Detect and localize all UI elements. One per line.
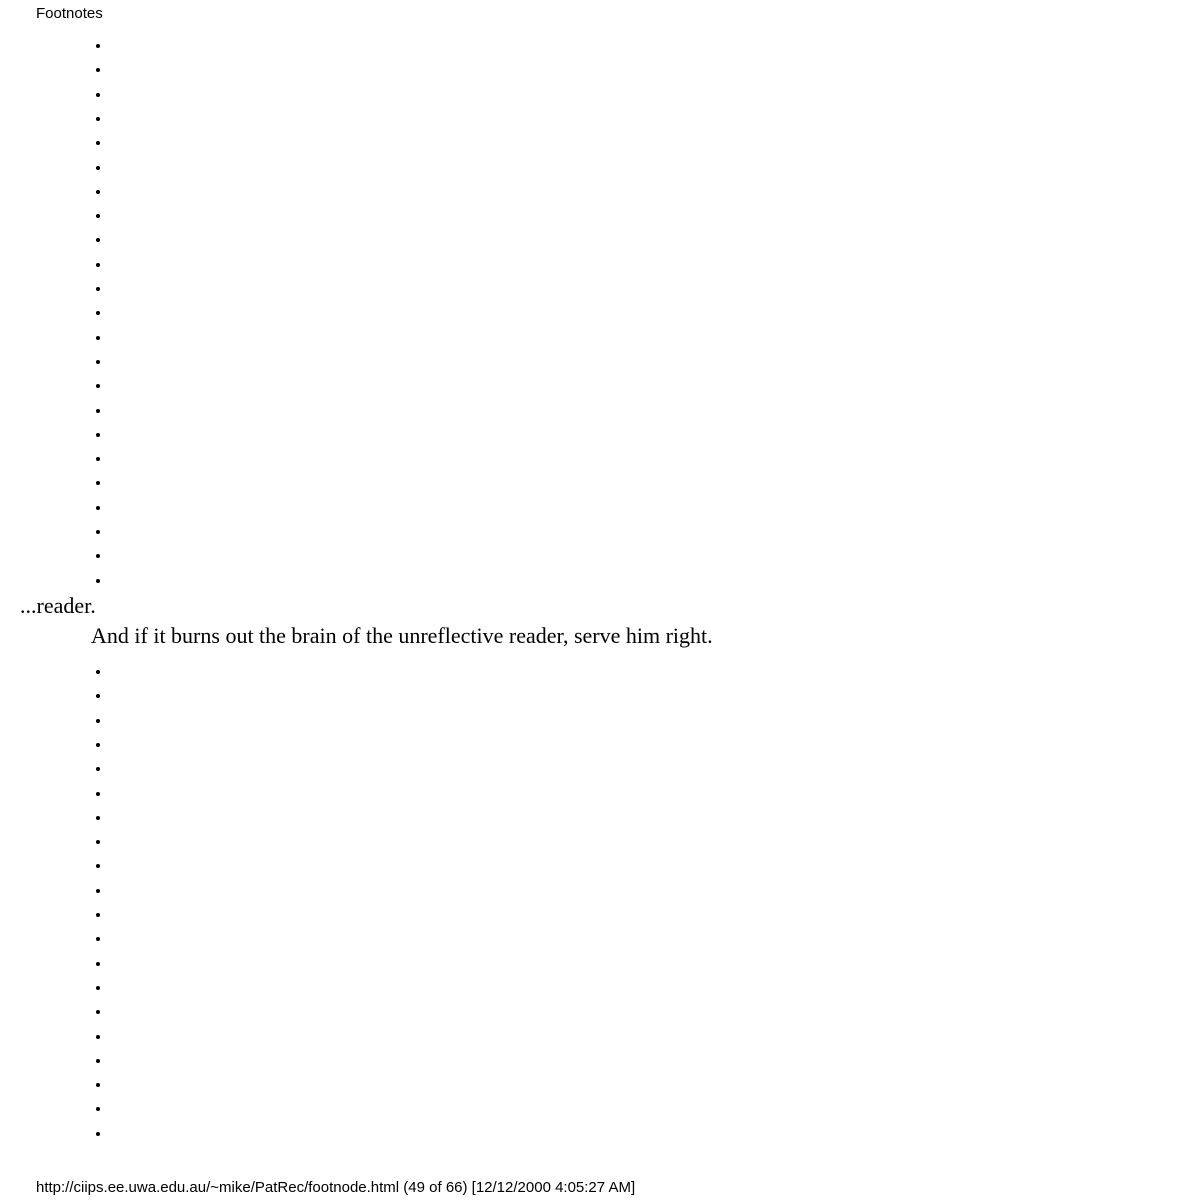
separator-dot <box>96 190 100 194</box>
separator-dot <box>96 554 100 558</box>
separator-dot <box>96 743 100 747</box>
separator-dot <box>96 1010 100 1014</box>
separator-dot <box>96 792 100 796</box>
footnote-text: And if it burns out the brain of the unreflective reader, serve him right. <box>91 623 713 648</box>
separator-dot <box>96 44 100 48</box>
separator-dot <box>96 1132 100 1136</box>
separator-dot <box>96 719 100 723</box>
separator-dot <box>96 694 100 698</box>
separator-dot <box>96 409 100 413</box>
separator-dot <box>96 141 100 145</box>
separator-dot <box>96 579 100 583</box>
separator-dot <box>96 481 100 485</box>
separator-dot <box>96 93 100 97</box>
separator-dot <box>96 1035 100 1039</box>
separator-dot <box>96 360 100 364</box>
separator-dot <box>96 214 100 218</box>
separator-dot <box>96 336 100 340</box>
separator-dot <box>96 263 100 267</box>
separator-dot <box>96 889 100 893</box>
separator-dot <box>96 840 100 844</box>
running-footer: http://ciips.ee.uwa.edu.au/~mike/PatRec/footnode.html (49 of 66) [12/12/2000 4:05:27 AM] <box>36 1179 636 1196</box>
separator-dot <box>96 670 100 674</box>
separator-dot <box>96 937 100 941</box>
separator-dot <box>96 117 100 121</box>
separator-dot <box>96 767 100 771</box>
separator-dot <box>96 864 100 868</box>
separator-dot <box>96 986 100 990</box>
separator-dot <box>96 433 100 437</box>
running-header: Footnotes <box>36 5 103 22</box>
separator-dot <box>96 506 100 510</box>
separator-dot <box>96 287 100 291</box>
separator-dot <box>96 457 100 461</box>
separator-dot <box>96 1107 100 1111</box>
separator-dot <box>96 816 100 820</box>
separator-dot <box>96 913 100 917</box>
separator-dot <box>96 962 100 966</box>
separator-dot <box>96 311 100 315</box>
separator-dot <box>96 238 100 242</box>
separator-dot <box>96 384 100 388</box>
separator-dot <box>96 530 100 534</box>
separator-dot <box>96 166 100 170</box>
separator-dot <box>96 68 100 72</box>
separator-dot <box>96 1083 100 1087</box>
separator-dot <box>96 1059 100 1063</box>
footnote-term: ...reader. <box>20 593 96 618</box>
